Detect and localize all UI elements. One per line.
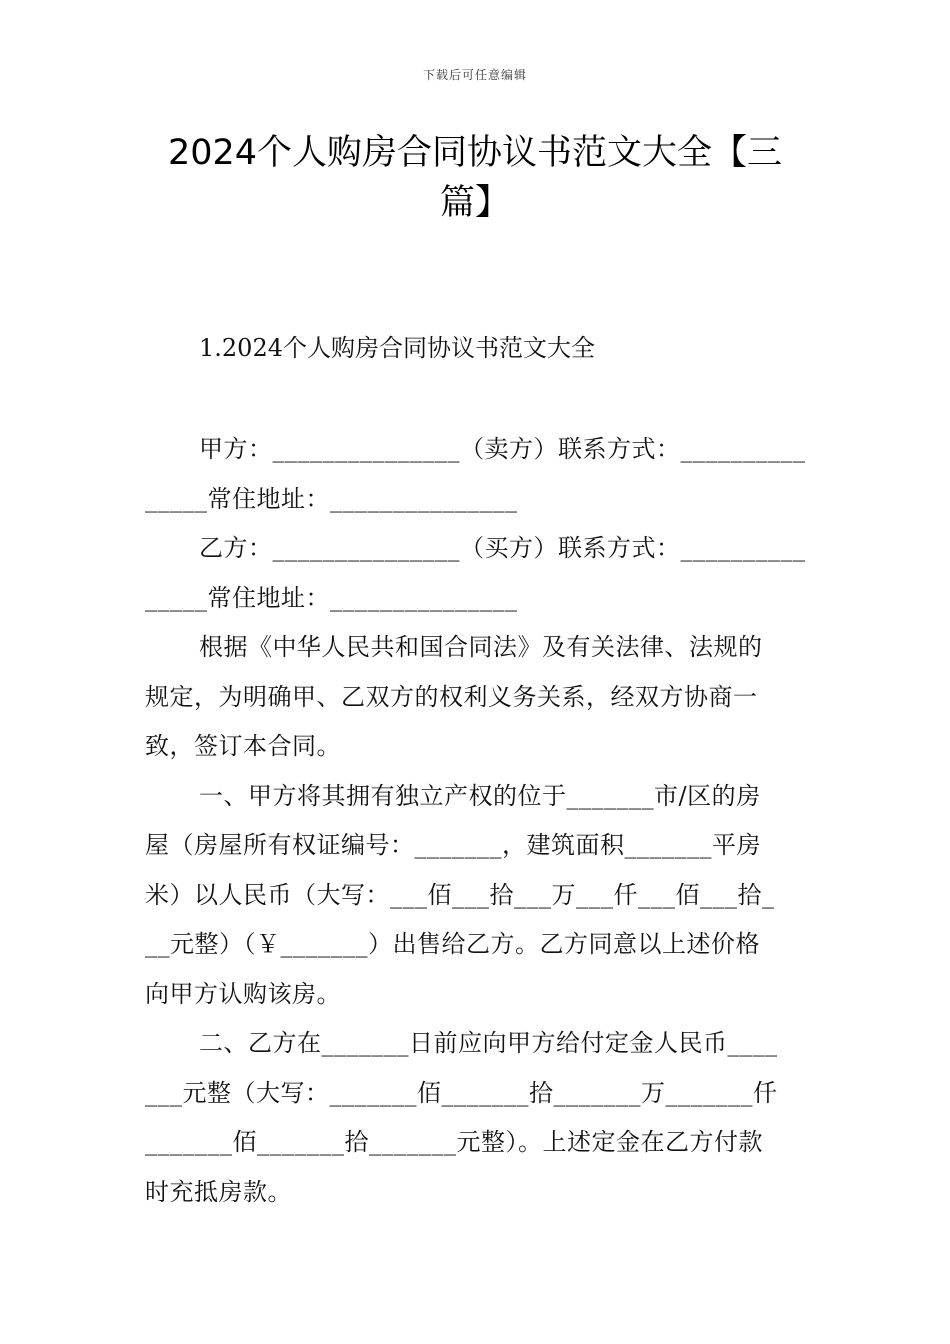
title-line-1: 2024个人购房合同协议书范文大全【三 — [167, 133, 783, 173]
header-note: 下载后可任意编辑 — [422, 68, 527, 82]
party-a-address-line: _____常住地址：_______________ — [145, 484, 518, 513]
party-b-address-line: _____常住地址：_______________ — [145, 583, 518, 612]
clause-1-line-4: __元整）（￥_______）出售给乙方。乙方同意以上述价格 — [145, 930, 760, 958]
clause-2-line-2: ___元整（大写：_______佰_______拾_______万_______仟 — [145, 1078, 778, 1107]
preamble-line-1: 根据《中华人民共和国合同法》及有关法律、法规的 — [199, 633, 763, 661]
party-a-line: 甲方：_______________（卖方）联系方式：__________ — [199, 435, 806, 463]
preamble-line-3: 致，签订本合同。 — [145, 732, 341, 760]
section-heading: 1.2024个人购房合同协议书范文大全 — [199, 334, 595, 362]
clause-1-line-3: 米）以人民币（大写：___佰___拾___万___仟___佰___拾_ — [145, 880, 775, 909]
clause-1-line-1: 一、甲方将其拥有独立产权的位于_______市/区的房 — [199, 781, 761, 810]
clause-2-line-1: 二、乙方在_______日前应向甲方给付定金人民币____ — [199, 1029, 778, 1057]
document-title — [150, 128, 800, 228]
clause-2-line-4: 时充抵房款。 — [145, 1177, 292, 1206]
document-body — [145, 425, 810, 1217]
preamble-line-2: 规定，为明确甲、乙双方的权利义务关系，经双方协商一 — [145, 682, 758, 711]
clause-1-line-2: 屋（房屋所有权证编号：_______，建筑面积_______平房 — [145, 831, 761, 859]
clause-1-line-5: 向甲方认购该房。 — [145, 979, 341, 1008]
title-line-2: 篇】 — [439, 183, 510, 223]
party-b-line: 乙方：_______________（买方）联系方式：__________ — [199, 534, 806, 562]
clause-2-line-3: _______佰_______拾_______元整）。上述定金在乙方付款 — [145, 1128, 763, 1156]
